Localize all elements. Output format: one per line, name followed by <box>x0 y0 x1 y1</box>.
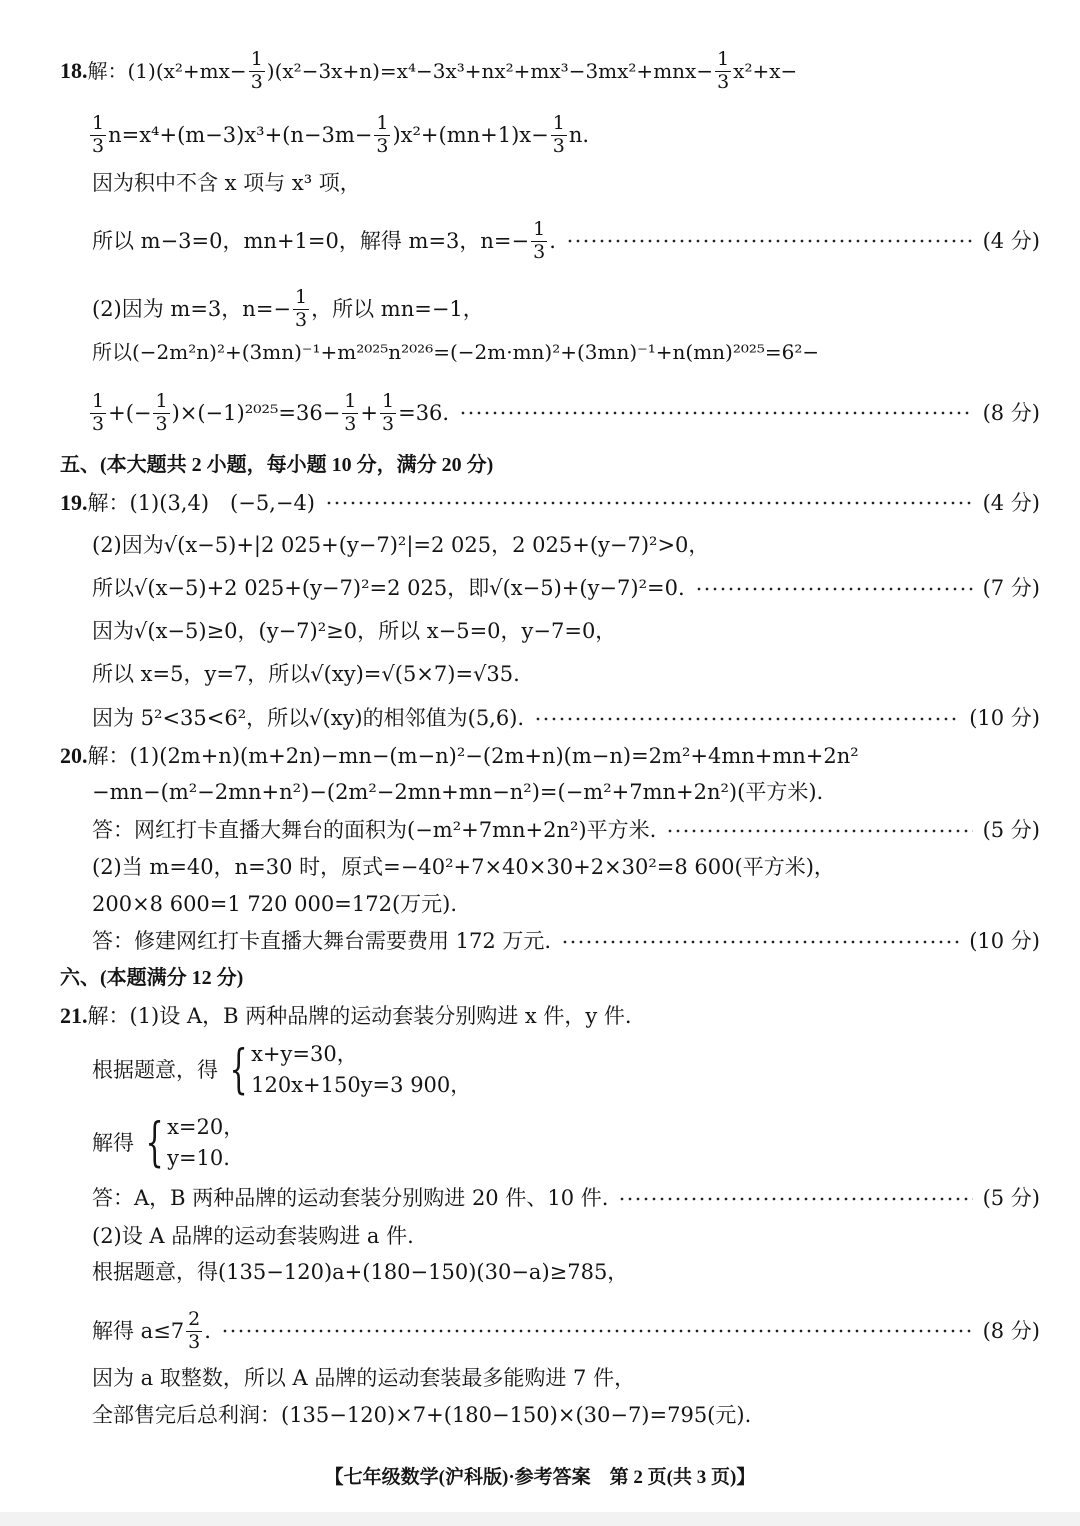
section-6-text: 六、(本题满分 12 分) <box>60 967 244 989</box>
q20-text-4: (2)当 m=40，n=30 时，原式=−40²+7×40×30+2×30²=8 600(平方米)， <box>92 855 835 879</box>
q18-text-7d: =36. <box>398 400 450 425</box>
q18-text-3: 因为积中不含 x 项与 x³ 项， <box>92 171 361 195</box>
leader-dots <box>459 411 972 415</box>
q21-text-9: 全部售完后总利润：(135−120)×7+(180−150)×(30−7)=795(元). <box>92 1403 752 1427</box>
q19-line-6 <box>92 708 1040 729</box>
fraction: $\frac{1}{3}$ <box>295 286 308 331</box>
q18-line-2 <box>88 114 1040 157</box>
section-6-heading <box>60 968 1040 988</box>
q19-text-1: 解：(1)(3,4) (−5,−4) <box>87 490 316 515</box>
leader-dots <box>618 1197 972 1201</box>
fraction: $\frac{1}{3}$ <box>155 390 168 435</box>
q18-text-2b: )x²+(mn+1)x− <box>392 122 549 147</box>
q20-text-5: 200×8 600=1 720 000=172(万元). <box>92 892 458 916</box>
score-mark: (5 分) <box>982 1186 1040 1210</box>
q19-label: 19. <box>60 490 88 515</box>
bottom-strip <box>0 1512 1080 1526</box>
fraction: $\frac{1}{3}$ <box>376 112 389 157</box>
fraction: $\frac{2}{3}$ <box>188 1308 201 1353</box>
q18-text-1c: x²+x− <box>733 59 798 84</box>
q21-line-7 <box>92 1310 1040 1353</box>
equation-system: { x=20， y=10. <box>145 1112 245 1173</box>
q21-line-8 <box>92 1368 1040 1389</box>
q20-line-5 <box>92 894 1040 915</box>
q18-line-4 <box>92 220 1040 263</box>
q21-line-2 <box>92 1039 1040 1100</box>
score-mark: (8 分) <box>982 400 1040 425</box>
q19-line-4 <box>92 621 1040 642</box>
q21-text-2: 根据题意，得 <box>92 1057 218 1082</box>
q20-line-1 <box>60 745 1040 767</box>
q20-text-2: −mn−(m²−2mn+n²)−(2m²−2mn+mn−n²)=(−m²+7mn+2n²)(平方米). <box>92 780 824 804</box>
page-footer: 【七年级数学(沪科版)·参考答案 第 2 页(共 3 页)】 <box>324 1467 756 1488</box>
score-mark: (4 分) <box>982 490 1040 515</box>
score-mark: (7 分) <box>982 576 1040 600</box>
q21-line-5 <box>92 1226 1040 1247</box>
equation-row: x+y=30， <box>251 1042 358 1066</box>
q20-text-6: 答：修建网红打卡直播大舞台需要费用 172 万元. <box>92 929 552 953</box>
score-mark: (4 分) <box>982 228 1040 253</box>
q21-text-7b: . <box>204 1318 211 1343</box>
q18-text-7b: )×(−1)²⁰²⁵=36− <box>171 400 341 425</box>
score-mark: (10 分) <box>969 706 1040 730</box>
q19-text-4: 因为√(x−5)≥0，(y−7)²≥0，所以 x−5=0，y−7=0， <box>92 619 617 643</box>
q18-text-7c: + <box>360 400 378 425</box>
q21-text-8: 因为 a 取整数，所以 A 品牌的运动套装最多能购进 7 件， <box>92 1366 636 1390</box>
equation-row: x=20， <box>167 1115 245 1139</box>
section-5-heading <box>60 455 1040 475</box>
q19-text-5: 所以 x=5，y=7，所以√(xy)=√(5×7)=√35. <box>92 662 520 686</box>
q21-text-1: 解：(1)设 A，B 两种品牌的运动套装分别购进 x 件，y 件. <box>87 1003 632 1028</box>
q21-line-4 <box>92 1188 1040 1209</box>
score-mark: (8 分) <box>982 1318 1040 1343</box>
q18-line-6 <box>92 342 1040 362</box>
q21-text-7: 解得 a≤7 <box>92 1318 185 1343</box>
q19-line-1 <box>60 492 1040 514</box>
q18-text-6: 所以(−2m²n)²+(3mn)⁻¹+m²⁰²⁵n²⁰²⁶=(−2m·mn)²+(3mn)⁻¹+n(mn)²⁰²⁵=6²− <box>92 340 820 364</box>
q19-text-2: (2)因为√(x−5)+|2 025+(y−7)²|=2 025，2 025+(y−7)²>0， <box>92 533 710 557</box>
q18-text-2a: n=x⁴+(m−3)x³+(n−3m− <box>108 122 373 147</box>
section-5-text: 五、(本大题共 2 小题，每小题 10 分，满分 20 分) <box>60 454 494 476</box>
leader-dots <box>221 1329 973 1333</box>
leader-dots <box>534 717 959 721</box>
q21-line-6 <box>92 1262 1040 1283</box>
q18-text-5b: ，所以 mn=−1， <box>311 296 484 321</box>
q21-text-5: (2)设 A 品牌的运动套装购进 a 件. <box>92 1224 414 1248</box>
q18-text-2c: n. <box>568 122 590 147</box>
q20-text-3: 答：网红打卡直播大舞台的面积为(−m²+7mn+2n²)平方米. <box>92 818 657 842</box>
q18-line-1 <box>60 50 1040 93</box>
equation-system: { x+y=30， 120x+150y=3 900， <box>229 1039 472 1100</box>
q20-line-3 <box>92 820 1040 841</box>
fraction: $\frac{1}{3}$ <box>92 112 105 157</box>
q20-line-6 <box>92 931 1040 952</box>
q18-text-4b: . <box>549 228 556 253</box>
q21-label: 21. <box>60 1003 88 1028</box>
q19-text-3: 所以√(x−5)+2 025+(y−7)²=2 025，即√(x−5)+(y−7)²=0. <box>92 576 685 600</box>
fraction: $\frac{1}{3}$ <box>250 48 263 93</box>
q18-text-1b: )(x²−3x+n)=x⁴−3x³+nx²+mx³−3mx²+mnx− <box>266 59 714 84</box>
score-mark: (5 分) <box>982 818 1040 842</box>
q18-text-7a: +(− <box>108 400 152 425</box>
fraction: $\frac{1}{3}$ <box>344 390 357 435</box>
leader-dots <box>325 501 973 505</box>
q21-text-3: 解得 <box>92 1130 134 1155</box>
q19-text-6: 因为 5²<35<6²，所以√(xy)的相邻值为(5,6). <box>92 706 525 730</box>
q20-line-2 <box>92 782 1040 803</box>
q18-label: 18. <box>60 58 88 84</box>
q21-text-4: 答：A，B 两种品牌的运动套装分别购进 20 件、10 件. <box>92 1186 609 1210</box>
fraction: $\frac{1}{3}$ <box>552 112 565 157</box>
fraction: $\frac{1}{3}$ <box>92 390 105 435</box>
q18-line-5 <box>92 288 1040 331</box>
q18-text-1a: 解：(1)(x²+mx− <box>87 59 247 84</box>
leader-dots <box>666 829 972 833</box>
fraction: $\frac{1}{3}$ <box>717 48 730 93</box>
q20-line-4 <box>92 857 1040 878</box>
q18-text-5: (2)因为 m=3，n=− <box>92 296 292 321</box>
q19-line-5 <box>92 664 1040 685</box>
q18-line-3 <box>92 173 1040 194</box>
score-mark: (10 分) <box>969 929 1040 953</box>
q21-line-9 <box>92 1405 1040 1426</box>
fraction: $\frac{1}{3}$ <box>382 390 395 435</box>
q21-line-3 <box>92 1112 1040 1173</box>
q18-line-7 <box>88 392 1040 435</box>
q18-text-4: 所以 m−3=0，mn+1=0，解得 m=3，n=− <box>92 228 530 253</box>
leader-dots <box>566 239 973 243</box>
q21-line-1 <box>60 1005 1040 1027</box>
leader-dots <box>695 587 973 591</box>
leader-dots <box>561 940 959 944</box>
q21-text-6: 根据题意，得(135−120)a+(180−150)(30−a)≥785， <box>92 1260 629 1284</box>
q20-label: 20. <box>60 743 88 768</box>
q19-line-2 <box>92 535 1040 556</box>
equation-row: y=10. <box>167 1146 230 1170</box>
q19-line-3 <box>92 578 1040 599</box>
fraction: $\frac{1}{3}$ <box>533 218 546 263</box>
equation-row: 120x+150y=3 900， <box>251 1073 472 1097</box>
q20-text-1: 解：(1)(2m+n)(m+2n)−mn−(m−n)²−(2m+n)(m−n)=2m²+4mn+mn+2n² <box>87 743 859 768</box>
